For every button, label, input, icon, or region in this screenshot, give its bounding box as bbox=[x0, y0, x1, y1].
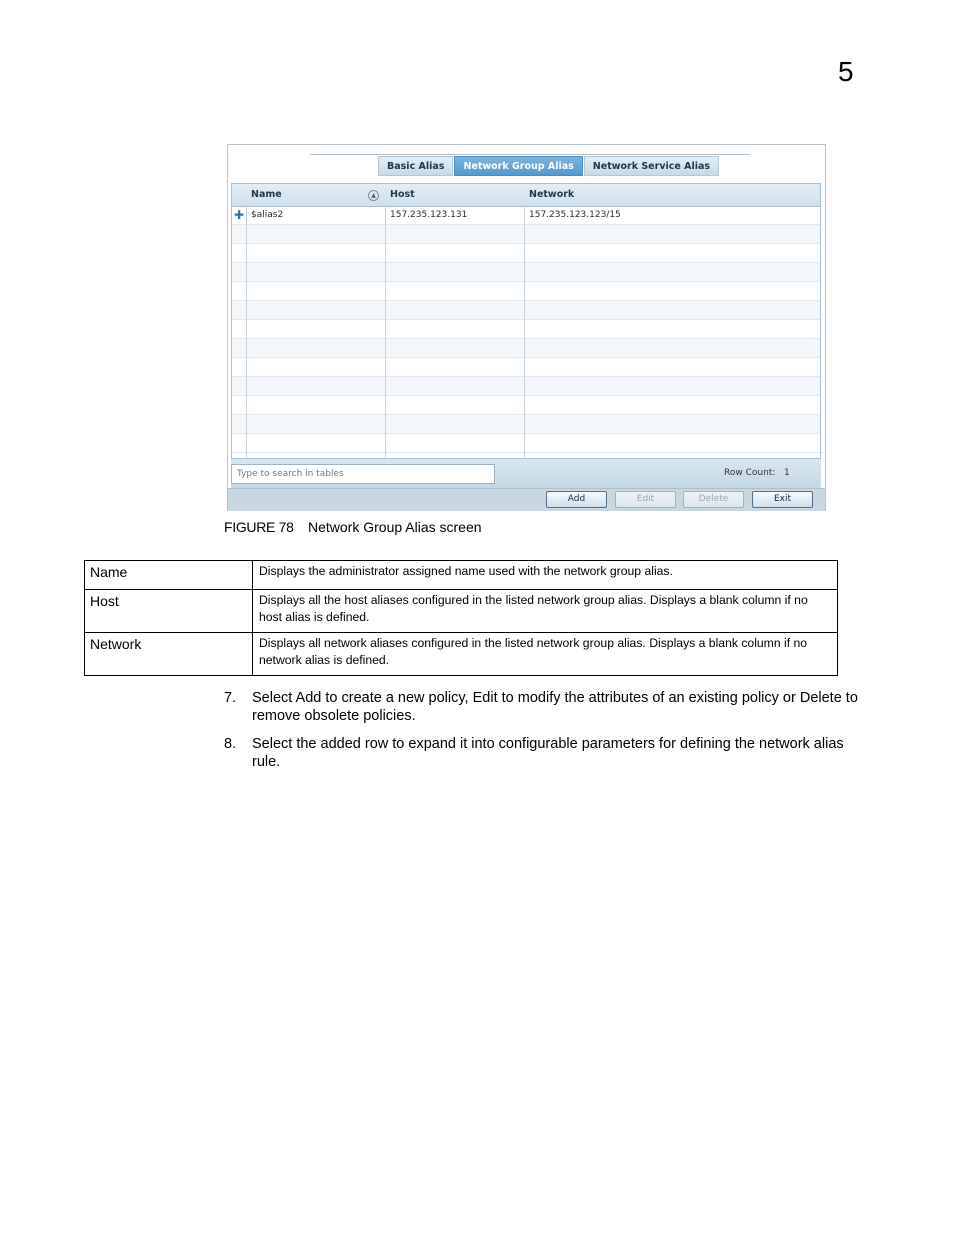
row-count-label: Row Count: bbox=[724, 468, 776, 478]
chapter-number: 5 bbox=[838, 56, 854, 87]
column-header-network[interactable]: Network bbox=[529, 189, 575, 200]
edit-button[interactable]: Edit bbox=[615, 491, 676, 508]
exit-button[interactable]: Exit bbox=[752, 491, 813, 508]
table-header bbox=[232, 184, 820, 207]
network-group-alias-screenshot bbox=[227, 144, 826, 511]
cell-network: 157.235.123.123/15 bbox=[529, 210, 621, 220]
tab-network-service-alias[interactable]: Network Service Alias bbox=[584, 156, 719, 176]
column-header-name[interactable] bbox=[246, 184, 385, 206]
column-divider bbox=[246, 206, 247, 458]
empty-row bbox=[232, 301, 820, 320]
column-header-name-label: Name bbox=[251, 189, 282, 200]
empty-row bbox=[232, 225, 820, 244]
column-header-host[interactable]: Host bbox=[390, 189, 415, 200]
column-divider bbox=[385, 206, 386, 458]
figure-title: Network Group Alias screen bbox=[308, 519, 482, 535]
step-text bbox=[252, 689, 872, 725]
cell-name: $alias2 bbox=[251, 210, 284, 220]
term-host: Host bbox=[85, 590, 253, 633]
step-text-part: Select bbox=[252, 690, 296, 706]
empty-row bbox=[232, 434, 820, 453]
step-number: 7. bbox=[224, 690, 237, 706]
empty-row bbox=[232, 263, 820, 282]
step-text-part: to remove obsolete policies. bbox=[252, 690, 858, 724]
expand-plus-icon[interactable]: ✚ bbox=[234, 208, 245, 222]
step-number: 8. bbox=[224, 736, 237, 752]
tab-network-group-alias[interactable]: Network Group Alias bbox=[454, 156, 582, 176]
figure-label: FIGURE 78 bbox=[224, 519, 294, 535]
term-network: Network bbox=[85, 633, 253, 676]
empty-row bbox=[232, 244, 820, 263]
table-row bbox=[85, 561, 838, 590]
keyword-edit: Edit bbox=[472, 690, 498, 706]
table-row[interactable] bbox=[232, 206, 820, 225]
empty-row bbox=[232, 358, 820, 377]
figure-caption bbox=[224, 519, 482, 535]
empty-row bbox=[232, 320, 820, 339]
alias-tabs bbox=[378, 156, 720, 176]
table-body bbox=[232, 206, 820, 458]
table-row bbox=[85, 590, 838, 633]
empty-row bbox=[232, 339, 820, 358]
delete-button[interactable]: Delete bbox=[683, 491, 744, 508]
button-bar bbox=[228, 488, 825, 511]
table-search-input[interactable] bbox=[231, 464, 495, 484]
description-network: Displays all network aliases configured in the listed network group alias. Displays a blank column if no network alias is defined. bbox=[253, 633, 838, 676]
tab-basic-alias[interactable]: Basic Alias bbox=[378, 156, 453, 176]
step-text-part: to create a new policy, bbox=[321, 690, 473, 706]
sort-ascending-icon[interactable]: ▲ bbox=[368, 190, 379, 201]
description-host: Displays all the host aliases configured in the listed network group alias. Displays a blank column if no host alias is defined. bbox=[253, 590, 838, 633]
alias-table bbox=[231, 183, 821, 459]
term-name: Name bbox=[85, 561, 253, 590]
table-row bbox=[85, 633, 838, 676]
step-text: Select the added row to expand it into configurable parameters for defining the network alias rule. bbox=[252, 736, 844, 770]
keyword-add: Add bbox=[295, 690, 322, 706]
empty-row bbox=[232, 415, 820, 434]
step-text-part: to modify the attributes of an existing policy or bbox=[497, 690, 800, 706]
description-name: Displays the administrator assigned name used with the network group alias. bbox=[253, 561, 838, 590]
tab-rule bbox=[310, 154, 750, 155]
empty-row bbox=[232, 377, 820, 396]
column-divider bbox=[524, 206, 525, 458]
table-footer bbox=[231, 459, 821, 488]
empty-row bbox=[232, 282, 820, 301]
keyword-delete: Delete bbox=[799, 690, 842, 706]
field-description-table bbox=[84, 560, 838, 676]
add-button[interactable]: Add bbox=[546, 491, 607, 508]
row-count-value: 1 bbox=[784, 468, 790, 478]
empty-row bbox=[232, 396, 820, 415]
cell-host: 157.235.123.131 bbox=[390, 210, 468, 220]
